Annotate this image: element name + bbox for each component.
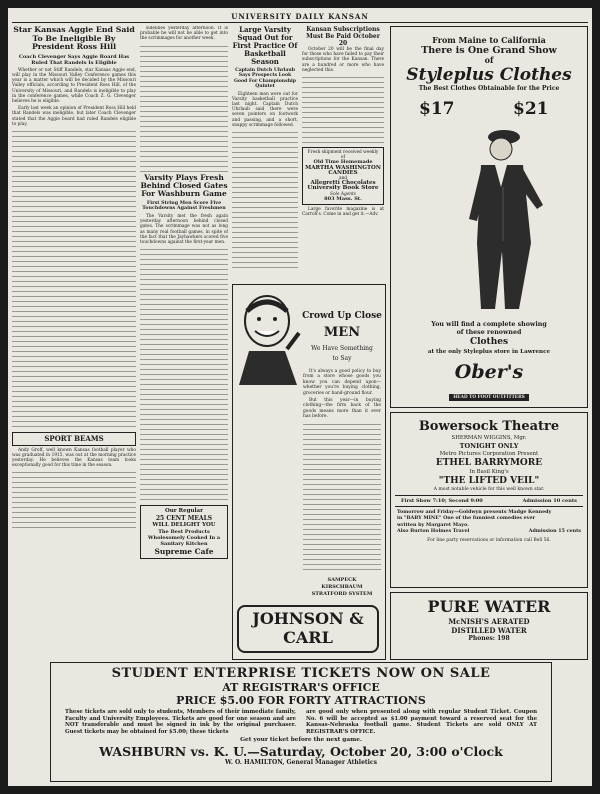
bowersock-theatre-ad — [390, 412, 588, 588]
col2-body-text — [140, 44, 228, 174]
banner-signature: W. O. HAMILTON, General Manager Athletics — [225, 759, 377, 767]
column-2 — [140, 26, 228, 646]
theatre-next-2: in "BABY MINE" One of the funniest comedies ever — [397, 515, 536, 522]
obers-tagline: HEAD TO FOOT OUTFITTERS — [449, 394, 529, 401]
column-4 — [302, 26, 384, 298]
theatre-tonight: TONIGHT ONLY — [459, 442, 519, 450]
banner-game: WASHBURN vs. K. U.—Saturday, October 20, 3:00 o'Clock — [99, 744, 503, 760]
col2-subhead: First String Men Score Five Touchdowns Against Freshmen — [142, 199, 226, 212]
styleplus-body-2: of these renowned — [456, 329, 522, 336]
crowd-footer-3: STRATFORD SYSTEM — [311, 591, 373, 597]
cafe-name: Supreme Cafe — [154, 547, 214, 557]
theatre-manager: SHERMAN WIGGINS, Mgr. — [451, 435, 527, 441]
col4-paragraph: October 20 will be the final day for those who have failed to pay their subscriptions for the Kansan. There are a hundred or more who have neglected this. — [302, 47, 384, 73]
candy-line-3: MARTHA WASHINGTON CANDIES — [305, 164, 381, 176]
obers-logo — [433, 361, 545, 400]
student-enterprise-banner — [50, 662, 552, 782]
water-title: PURE WATER — [427, 597, 551, 616]
col1-subhead: Coach Clevenger Says Aggie Board Has Ruled That Randels Is Eligible — [18, 53, 130, 66]
theatre-note: For line party reservations or information call Bell 56. — [427, 537, 551, 543]
man-illustration — [419, 123, 559, 317]
sport-beams-box — [12, 432, 136, 446]
masthead: UNIVERSITY DAILY KANSAN — [231, 12, 369, 21]
smiling-man-illustration — [237, 293, 301, 385]
theatre-in: In Basil King's — [469, 469, 509, 475]
theatre-tagline: A most notable vehicle for this well known star. — [433, 487, 545, 492]
theatre-title: "THE LIFTED VEIL" — [438, 476, 540, 486]
candy-line-1: Fresh shipment received weekly of — [307, 150, 379, 161]
styleplus-brand: Styleplus Clothes — [406, 65, 572, 85]
newspaper-page — [8, 8, 592, 786]
crowd-headline-2: MEN — [323, 325, 361, 340]
theatre-star: ETHEL BARRYMORE — [435, 458, 543, 468]
theatre-shows: First Show 7:10; Second 9:00 — [401, 498, 483, 504]
banner-right-text: are good only when presented along with regular Student Ticket. Coupon No. 6 will be accepted as $1.00 payment toward a reserved seat for the Kansas-Nebraska football game. Student Tickets are sold ONLY AT REGISTRAR'S OFFICE. — [306, 709, 537, 735]
col1-headline: Star Kansas Aggie End Said To Be Ineligible By President Ross Hill — [13, 26, 135, 52]
crowd-body-text — [303, 422, 381, 572]
styleplus-body-3: Clothes — [469, 337, 509, 347]
col1-body-text — [12, 129, 136, 429]
styleplus-body-1: You will find a complete showing — [431, 321, 547, 328]
col1-body-text-2 — [12, 470, 136, 530]
candy-line-6: University Book Store — [307, 185, 379, 192]
col2-body-text-2 — [140, 247, 228, 502]
col3-paragraph: Eighteen men were out for Varsity basketball practice last night. Captain Dutch Uhrlaub said there were seven pointers on footwork and passing, and a short, snappy scrimmage followed. — [232, 91, 298, 128]
crowd-footer-2: KIRSCHBAUM — [321, 584, 363, 590]
water-line-3: Phones: 198 — [468, 635, 510, 642]
candy-line-8: 803 Mass. St. — [324, 195, 362, 202]
crowd-paragraph-1: It's always a good policy to buy from a store whose goods you know you can depend upon—whether you're buying clothing, groceries or hand-ground flour. — [303, 369, 381, 396]
water-line-2: DISTILLED WATER — [451, 626, 527, 635]
theatre-next-1: Tomorrow and Friday—Goldwyn presents Madge Kennedy — [397, 509, 552, 515]
col2-headline: Varsity Plays Fresh Behind Closed Gates For Washburn Game — [140, 172, 228, 199]
price-17: $17 — [419, 99, 455, 119]
theatre-presents: Metro Pictures Corporation Present — [439, 451, 539, 457]
styleplus-line-2: There is One Grand Show — [421, 45, 557, 56]
candy-line-7: Sole Agents — [330, 191, 356, 197]
cafe-line-3: WILL DELIGHT YOU — [152, 522, 216, 529]
crowd-line-2: to Say — [332, 355, 352, 362]
crowd-headline-1: Crowd Up Close — [302, 311, 382, 321]
obers-logo-text: Ober's — [454, 361, 524, 383]
crowd-paragraph-2: But this year—in buying clothing—the firm back of the goods means more than it ever has before. — [303, 398, 381, 420]
water-line-1: McNISH'S AERATED — [448, 617, 530, 626]
col4-headline: Kansan Subscriptions Must Be Paid October 20 — [306, 26, 380, 47]
column-3 — [232, 26, 298, 298]
banner-line-3: PRICE $5.00 FOR FORTY ATTRACTIONS — [176, 694, 426, 707]
johnson-carl-logo: JOHNSON & CARL — [237, 605, 379, 653]
theatre-showtimes-row — [395, 495, 583, 507]
col3-body-text — [232, 130, 298, 270]
supreme-cafe-ad — [140, 505, 228, 559]
styleplus-line-3: of — [484, 55, 494, 65]
price-21: $21 — [513, 99, 549, 119]
theatre-name: Bowersock Theatre — [418, 419, 560, 434]
col4-note: Large favorite magazine is at Carroll's. Come in and get it.—Adv. — [302, 207, 384, 218]
banner-body — [51, 707, 551, 737]
col2-paragraph: The Varsity met the fresh again yesterday afternoon behind closed gates. The scrimmage was not as long as many real football games, in spite of the fact that the Jayhawkers scored five touchdowns against the first-year men. — [140, 214, 228, 246]
crowd-footer-1: SAMPECK — [327, 577, 357, 583]
column-1 — [12, 26, 136, 646]
col2-top-paragraph: sidelines yesterday afternoon. It is probable he will not be able to get into the scrimmages for another week. — [140, 26, 228, 42]
col1-paragraph: Whether or not Stiff Randels, star Kansas Aggie end, will play in the Missouri Valley Conference games this year is a matter which will be decided by the Missouri Valley officials, according to President Ross Hill, of the University of Missouri, and Randels is ineligible to play in the conference games, while Coach Z. G. Clevenger believes he is eligible. — [12, 67, 136, 104]
col4-body-text — [302, 75, 384, 145]
styleplus-ad — [390, 26, 588, 408]
styleplus-line-4: The Best Clothes Obtainable for the Price — [418, 85, 560, 92]
banner-cta: Get your ticket before the next game. — [240, 737, 362, 744]
cafe-line-2: 25 CENT MEALS — [155, 515, 213, 523]
cafe-line-4: The Best Products Wholesomely Cooked In a Sanitary Kitchen — [147, 529, 221, 548]
theatre-next-4: Also Burton Holmes Travel — [397, 528, 470, 535]
candy-line-2: Old Time Homemade — [313, 159, 373, 166]
theatre-upcoming — [391, 509, 587, 535]
johnson-carl-ad — [232, 284, 386, 660]
candy-ad — [302, 147, 384, 205]
crowd-line-1: We Have Something — [311, 345, 373, 352]
theatre-next-row — [397, 528, 581, 534]
col3-subhead: Captain Dutch Uhrlaub Says Prospects Look Good For Championship Quintet — [233, 68, 297, 90]
sport-beams-paragraph: Andy Groff, well known Kansas football player who was graduated in 1915, was out at the morning practice yesterday. He believes the Kansas team looks exceptionally good for this time in the season. — [12, 447, 136, 469]
styleplus-line-1: From Maine to California — [432, 35, 546, 45]
banner-line-1: STUDENT ENTERPRISE TICKETS NOW ON SALE — [111, 666, 491, 681]
candy-line-4: and — [338, 176, 348, 182]
masthead-rule — [12, 22, 588, 23]
theatre-next-5: Admission 15 cents — [528, 528, 581, 535]
pure-water-ad — [390, 592, 588, 660]
col3-headline: Large Varsity Squad Out for First Practice Of Basketball Season — [232, 26, 298, 66]
banner-line-2: AT REGISTRAR'S OFFICE — [222, 681, 380, 694]
cafe-line-1: Our Regular — [164, 508, 204, 515]
crowd-copy — [303, 369, 381, 572]
theatre-admission: Admission 10 cents — [522, 498, 577, 504]
col1-paragraph-2: Early last week an opinion of President Ross Hill held that Randels was ineligible, but later Coach Clevenger stated that the Aggie board had ruled Randels eligible to play. — [12, 106, 136, 127]
theatre-next-3: written by Margaret Mayo. — [397, 521, 469, 528]
banner-left-text: These tickets are sold only to students, Members of their immediate family, Faculty and University Employees. Tickets are good for one season and are NOT transferable and must be signed in ink by the original purchaser. Guest tickets may be obtained for $5.00; these tickets — [65, 709, 296, 735]
styleplus-body-4: at the only Styleplus store in Lawrence — [427, 349, 551, 355]
sport-beams-title: SPORT BEAMS — [44, 434, 104, 444]
candy-line-5: Allegretti Chocolates — [310, 180, 376, 187]
